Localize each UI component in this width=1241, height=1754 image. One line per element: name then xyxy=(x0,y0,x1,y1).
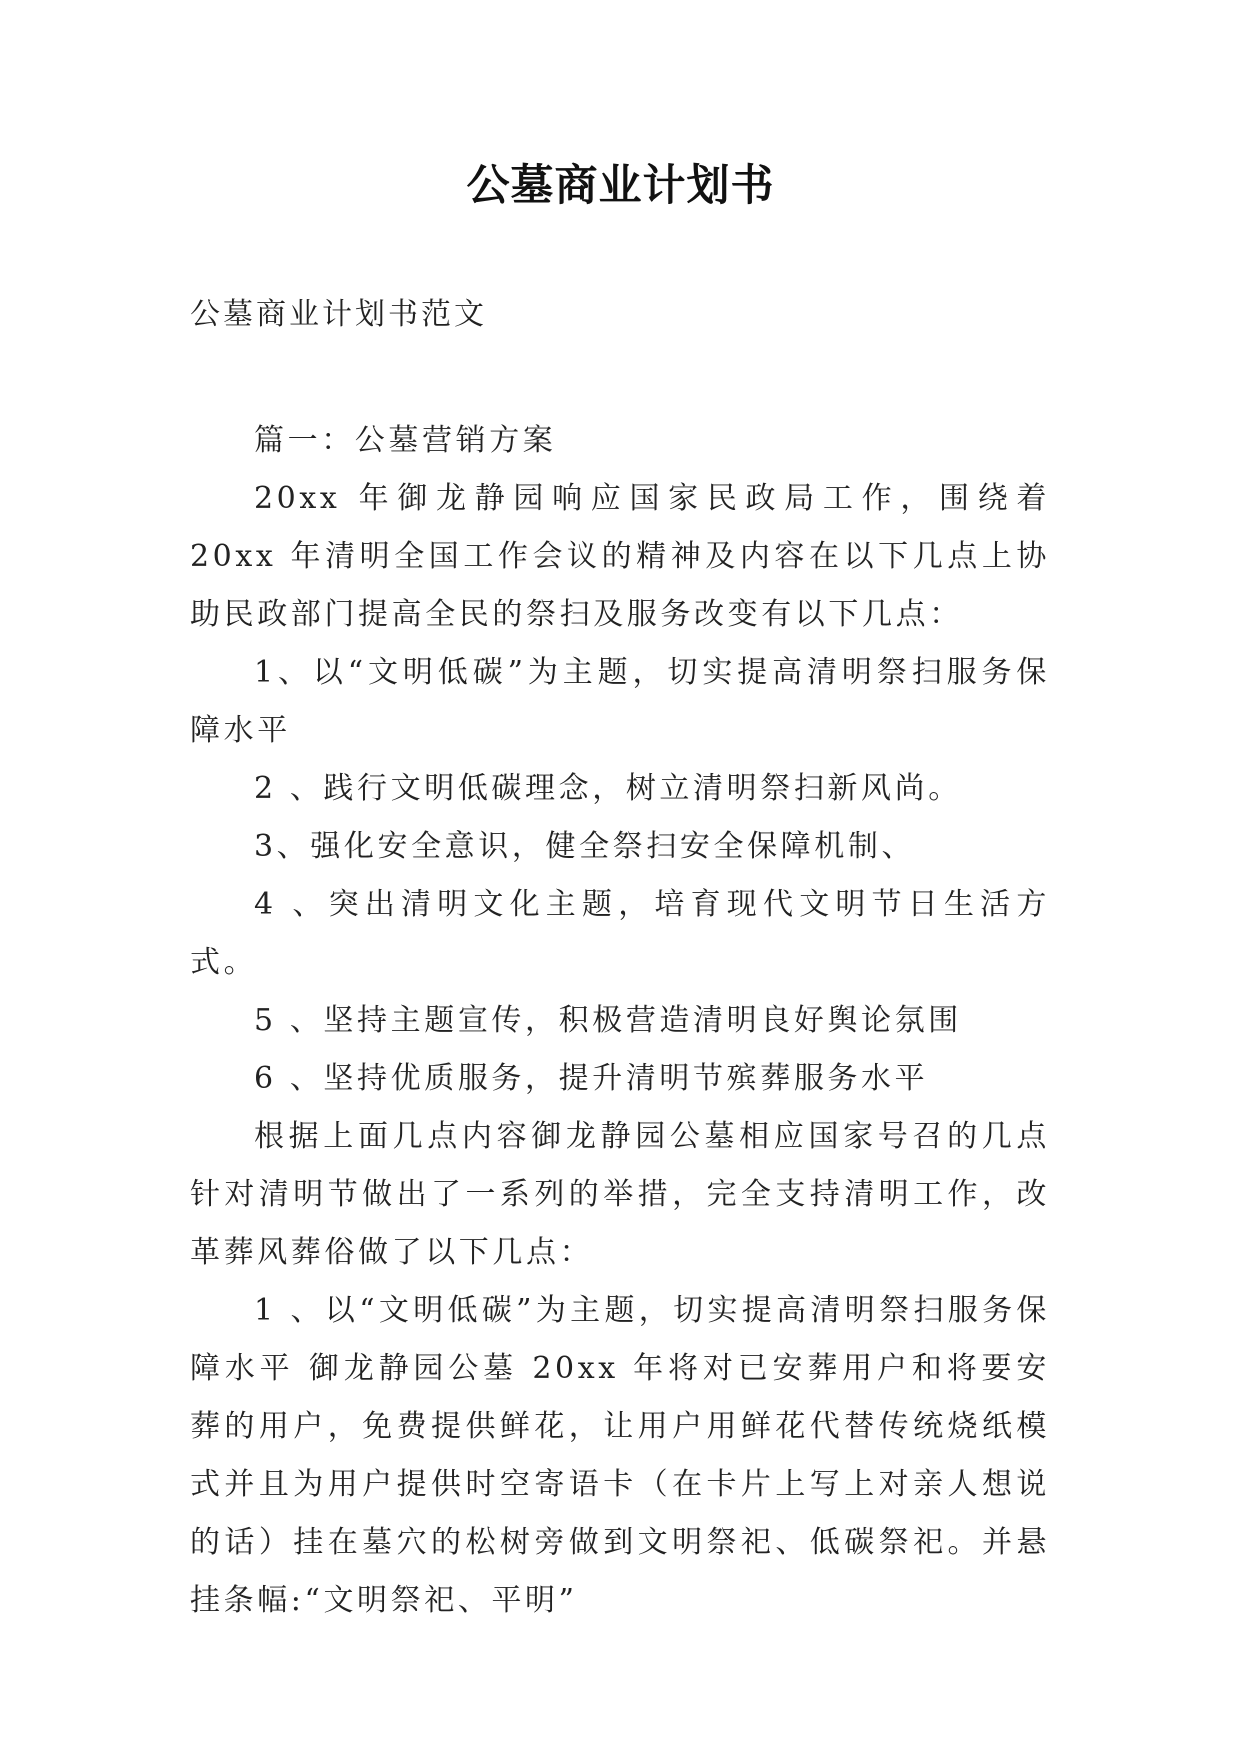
document-body xyxy=(190,412,1050,1630)
list-item: 1、以“文明低碳”为主题，切实提高清明祭扫服务保障水平 xyxy=(190,655,1050,748)
section-heading: 篇一：公墓营销方案 xyxy=(254,423,557,458)
list-item: 3、强化安全意识，健全祭扫安全保障机制、 xyxy=(254,829,916,864)
body-paragraph: 1 、以“文明低碳”为主题，切实提高清明祭扫服务保障水平 御龙静园公墓 20xx 年将对已安葬用户和将要安葬的用户，免费提供鲜花，让用户用鲜花代替传统烧纸模式并且为用户提供时空寄语卡（在卡片上写上对亲人想说的话）挂在墓穴的松树旁做到文明祭祀、低碳祭祀。并悬挂条幅:“文明祭祀、平明” xyxy=(190,1293,1050,1618)
list-item: 6 、坚持优质服务，提升清明节殡葬服务水平 xyxy=(254,1061,929,1096)
list-item: 4 、突出清明文化主题，培育现代文明节日生活方式。 xyxy=(190,887,1050,980)
list-item: 5 、坚持主题宣传，积极营造清明良好舆论氛围 xyxy=(254,1003,962,1038)
body-paragraph: 根据上面几点内容御龙静园公墓相应国家号召的几点针对清明节做出了一系列的举措，完全支持清明工作，改革葬风葬俗做了以下几点： xyxy=(190,1119,1050,1270)
list-item: 2 、践行文明低碳理念，树立清明祭扫新风尚。 xyxy=(254,771,962,806)
intro-paragraph: 20xx 年御龙静园响应国家民政局工作，围绕着 20xx 年清明全国工作会议的精神及内容在以下几点上协助民政部门提高全民的祭扫及服务改变有以下几点： xyxy=(190,481,1050,632)
document-title: 公墓商业计划书 xyxy=(466,161,775,211)
document-subtitle: 公墓商业计划书范文 xyxy=(190,297,487,332)
